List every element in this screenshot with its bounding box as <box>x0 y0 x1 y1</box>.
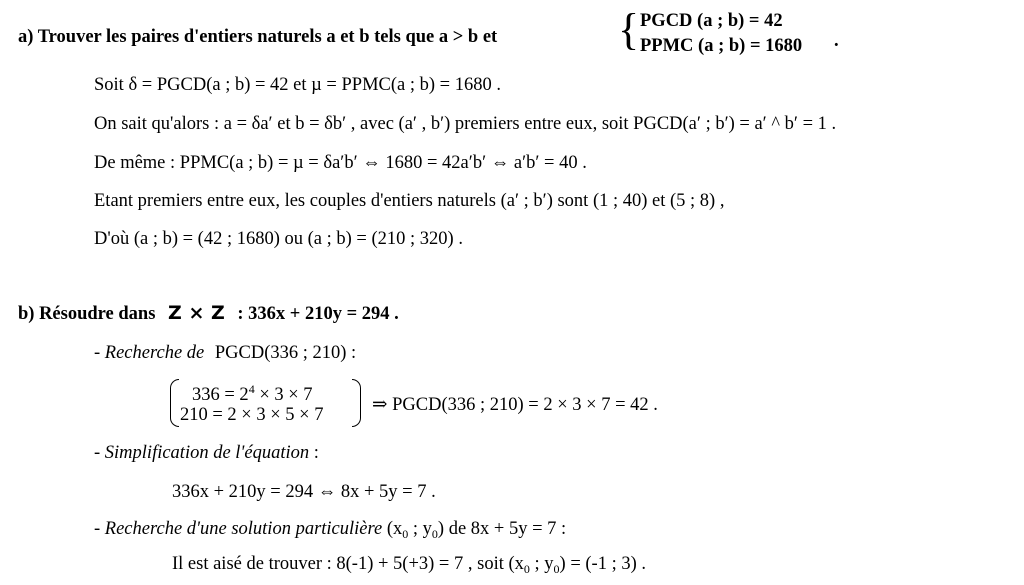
factorization-210: 210 = 2 × 3 × 5 × 7 <box>180 405 324 425</box>
part-b-equation: : 336x + 210y = 294 . <box>237 304 399 324</box>
factorization-336: $336 = 2^4 \times 3 \times 7$ <box>192 382 313 405</box>
particular-solution: Il est aisé de trouver : 8(-1) + 5(+3) = 7 , soit ($x_0$ ; $y_0) = (-1$ ; 3) . <box>172 554 646 576</box>
factor-left-brace <box>170 379 179 427</box>
part-b-heading-pre: b) Résoudre dans <box>18 304 156 324</box>
step-2-title: - Simplification de l'équation <box>94 443 310 463</box>
step-3-line: - Recherche d'une solution particulière ($x_0$ ; $y_0$) de 8x + 5y = 7 : <box>94 519 567 541</box>
system-line-1: PGCD (a ; b) = 42 <box>640 11 783 31</box>
pgcd-result: ⇒ PGCD(336 ; 210) = 2 × 3 × 7 = 42 . <box>372 395 658 415</box>
factor-right-brace <box>352 379 361 427</box>
simplified-equation: 336x + 210y = 294 ⇔ 8x + 5y = 7 . <box>172 482 436 502</box>
step-2-rest: : <box>309 443 319 463</box>
step-1-line <box>94 342 356 364</box>
part-b-heading <box>18 302 399 325</box>
system-brace: { <box>618 5 640 54</box>
step-3-title: - Recherche d'une solution particulière <box>94 519 383 539</box>
system-line-2: PPMC (a ; b) = 1680 <box>640 36 803 56</box>
part-a-line-5: D'où (a ; b) = (42 ; 1680) ou (a ; b) = (210 ; 320) . <box>94 229 463 249</box>
part-a-heading: a) Trouver les paires d'entiers naturels a et b tels que a > b et <box>18 27 498 47</box>
system-end: . <box>834 31 839 51</box>
part-a-line-2: On sait qu'alors : a = δa′ et b = δb′ , avec (a′ , b′) premiers entre eux, soit PGCD(a′ ; b′) = a′ ^ b′ = 1 . <box>94 114 837 134</box>
part-a-line-1: Soit δ = PGCD(a ; b) = 42 et µ = PPMC(a ; b) = 1680 . <box>94 75 501 95</box>
step-2-line <box>94 442 319 464</box>
exponent: 4 <box>248 382 255 396</box>
integer-set-symbol: Z × Z <box>168 302 225 324</box>
step-1-rest: PGCD(336 ; 210) : <box>214 343 357 363</box>
part-a-line-4: Etant premiers entre eux, les couples d'entiers naturels (a′ ; b′) sont (1 ; 40) et (5 ; 8) , <box>94 191 725 211</box>
step-1-title: - Recherche de <box>94 343 205 363</box>
part-a-line-3: De même : PPMC(a ; b) = µ = δa′b′ ⇔ 1680 = 42a′b′ ⇔ a′b′ = 40 . <box>94 153 587 173</box>
